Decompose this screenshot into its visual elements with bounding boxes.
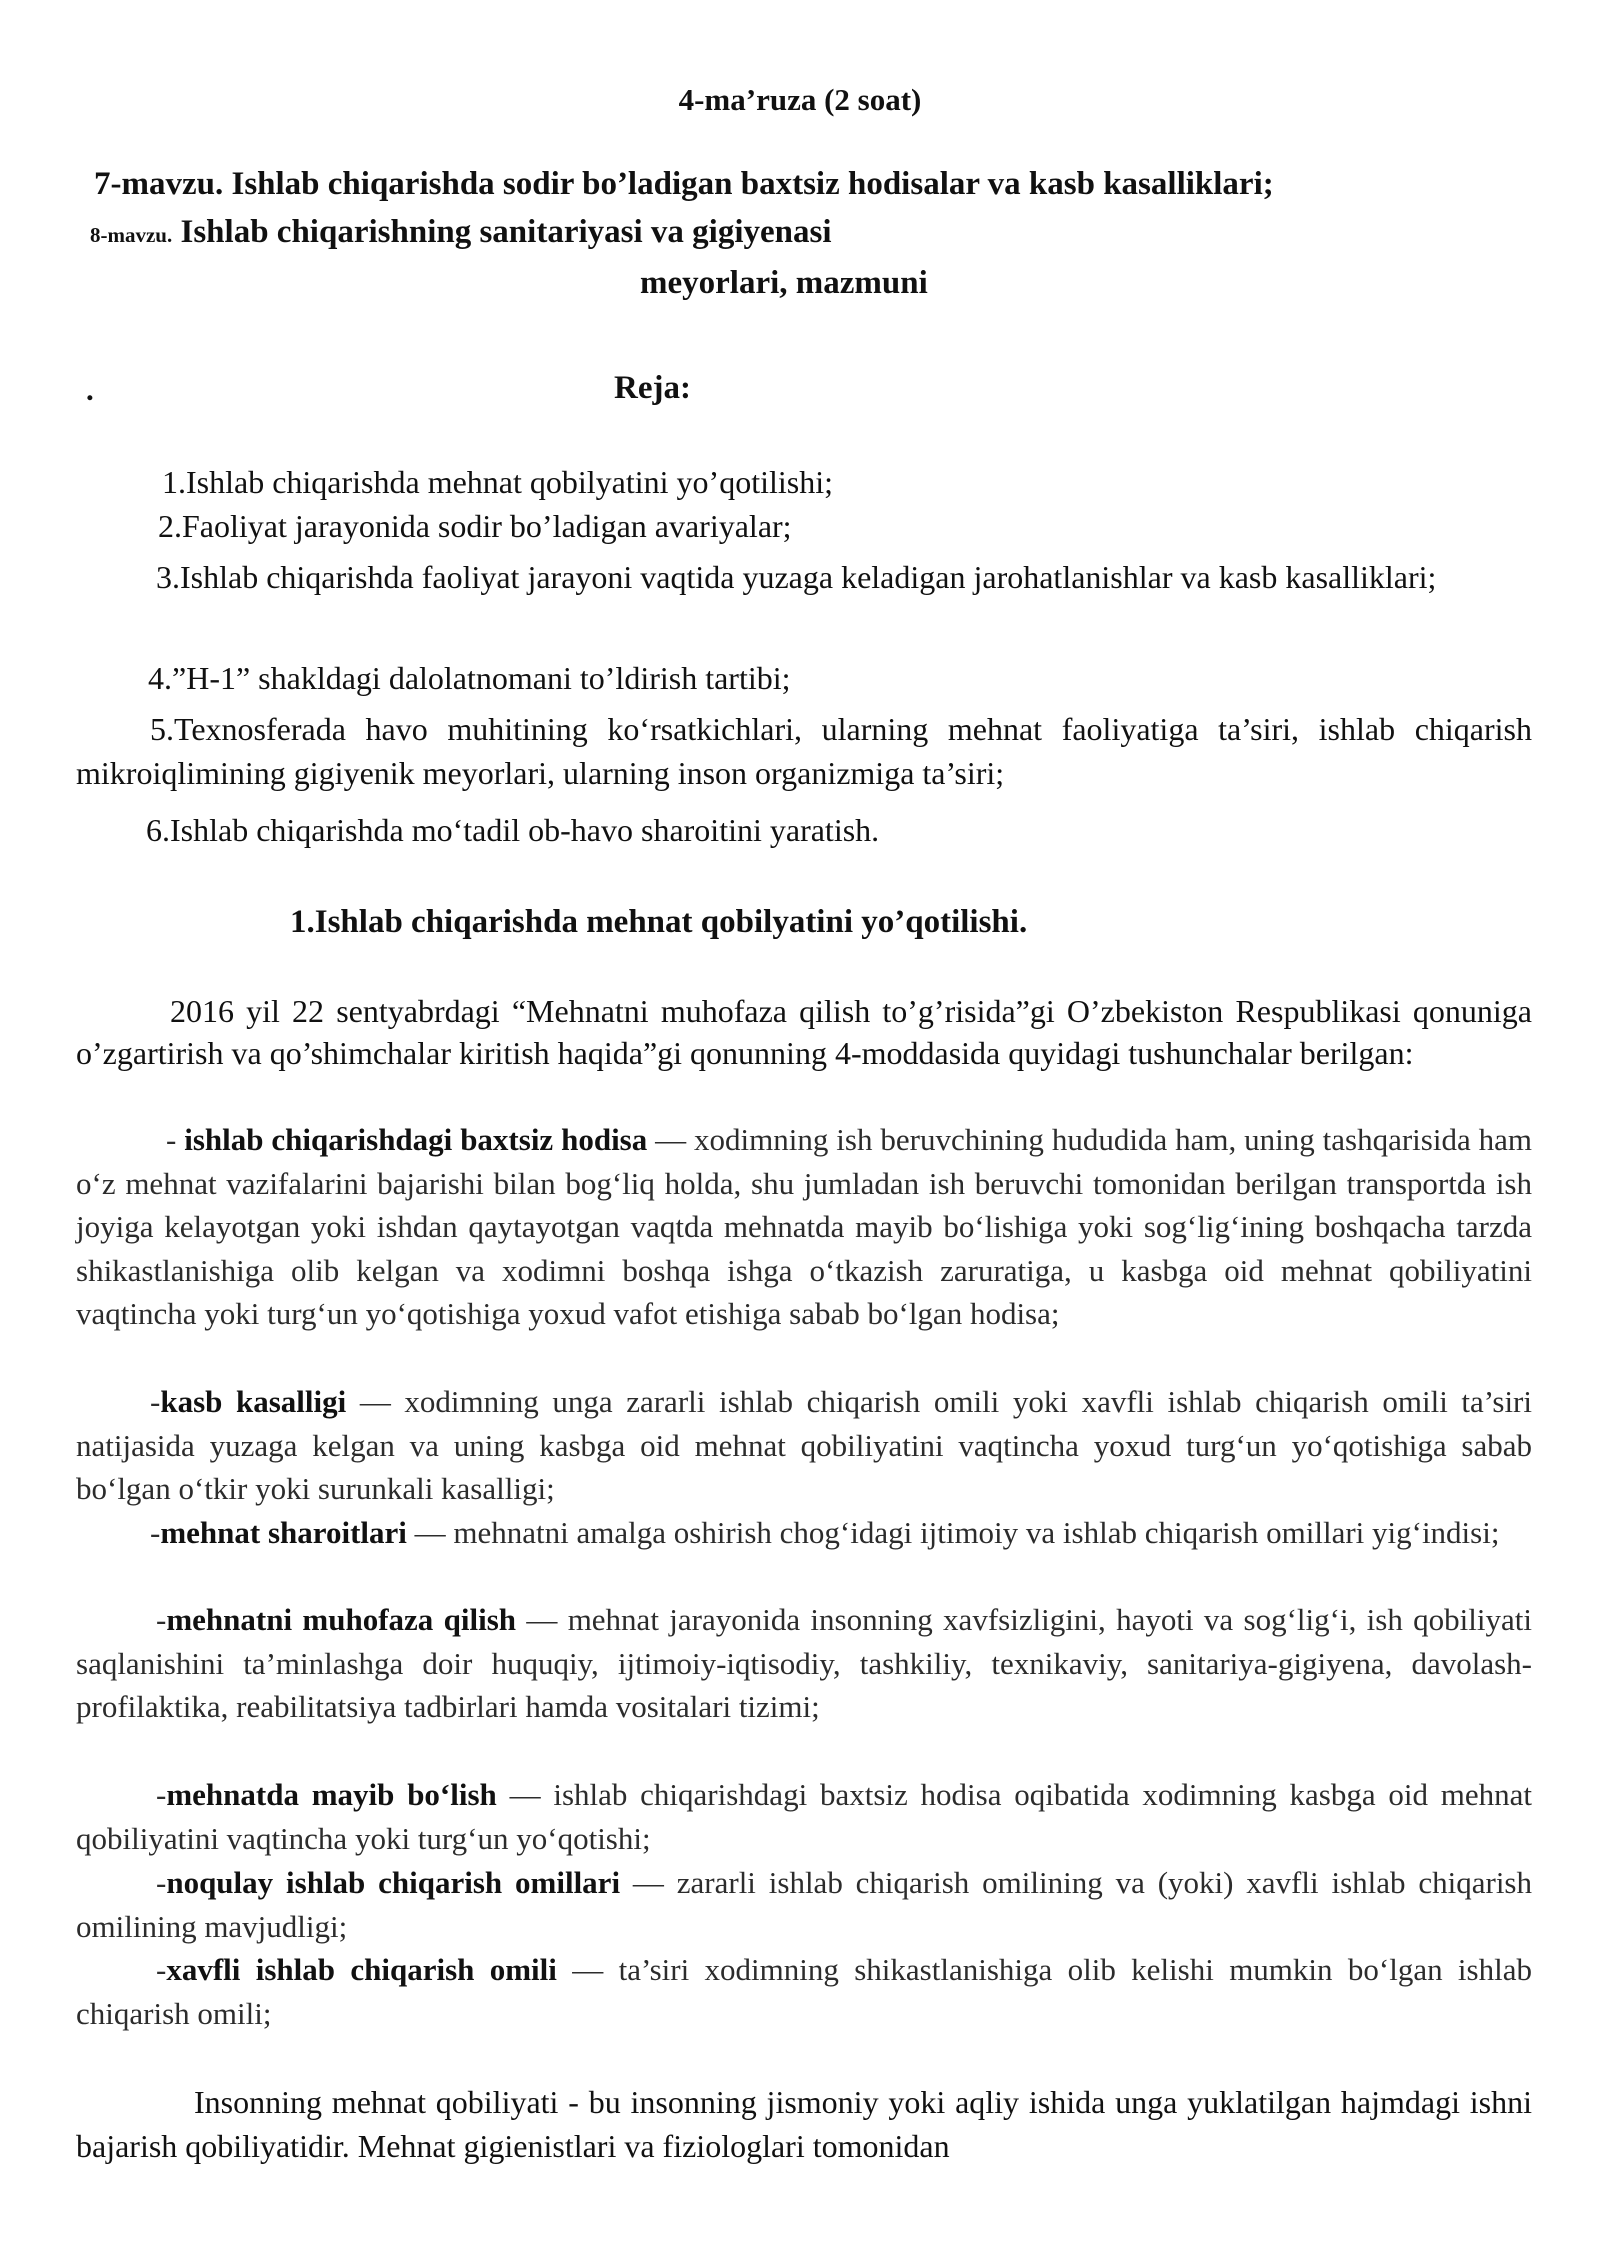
lecture-heading: 4-ma’ruza (2 soat) [678, 82, 922, 117]
definition-mayib-bolish [76, 1773, 1532, 1860]
plan-item-6: 6.Ishlab chiqarishda mo‘tadil ob-havo sharoitini yaratish. [146, 812, 880, 848]
plan-item-2: 2.Faoliyat jarayonida sodir bo’ladigan avariyalar; [158, 508, 792, 544]
definition-text: — xodimning unga zararli ishlab chiqarish omili yoki xavfli ishlab chiqarish omili ta’siri natijasida yuzaga kelgan va uning kasbga oid mehnat qobiliyatini vaqtincha yoxud turg‘un yo‘qotishiga sabab bo‘lgan o‘tkir yoki surunkali kasalligi; [76, 1384, 1532, 1507]
plan-heading: Reja: [614, 370, 691, 406]
definition-text: — mehnat jarayonida insonning xavfsizligini, hayoti va sog‘lig‘i, ish qobiliyati saqlanishini ta’minlashga doir huquqiy, ijtimoiy-iqtisodiy, tashkiliy, texnikaviy, sanitariya-gigiyena, davolash-profilaktika, reabilitatsiya tadbirlari hamda vositalari tizimi; [76, 1602, 1532, 1725]
definition-term: mehnatni muhofaza qilish [166, 1602, 517, 1637]
plan-item-5: 5.Texnosferada havo muhitining ko‘rsatkichlari, ularning mehnat faoliyatiga ta’siri, ishlab chiqarish mikroiqlimining gigiyenik meyorlari, ularning inson organizmiga ta’siri; [76, 711, 1532, 791]
plan-item-1: 1.Ishlab chiqarishda mehnat qobilyatini yo’qotilishi; [162, 464, 833, 500]
stray-dot: . [86, 372, 94, 407]
topic-8-title-continued: meyorlari, mazmuni [640, 265, 928, 301]
definition-text: — ishlab chiqarishdagi baxtsiz hodisa oqibatida xodimning kasbga oid mehnat qobiliyatini vaqtincha yoki turg‘un yo‘qotishi; [76, 1777, 1533, 1856]
definition-text: — zararli ishlab chiqarish omilining va (yoki) xavfli ishlab chiqarish omilining mavjudligi; [76, 1865, 1532, 1944]
topic-8-text: Ishlab chiqarishning sanitariyasi va gigiyenasi [172, 214, 832, 250]
definition-text: — mehnatni amalga oshirish chog‘idagi ijtimoiy va ishlab chiqarish omillari yig‘indisi; [406, 1515, 1500, 1550]
definition-term: kasb kasalligi [160, 1384, 347, 1419]
topic-8-label: 8-mavzu. [90, 223, 173, 247]
section-1-intro: 2016 yil 22 sentyabrdagi “Mehnatni muhofaza qilish to’g’risida”gi O’zbekiston Respublikasi qonuniga o’zgartirish va qo’shimchalar kiritish haqida”gi qonunning 4-moddasida quyidagi tushunchalar berilgan: [76, 993, 1532, 1071]
definition-xavfli-omil [76, 1948, 1532, 2035]
definition-kasb-kasalligi [76, 1380, 1532, 1511]
definition-text: — ta’siri xodimning shikastlanishiga olib kelishi mumkin bo‘lgan ishlab chiqarish omili; [76, 1952, 1532, 2031]
definition-dash: - [156, 1777, 167, 1812]
definition-term: ishlab chiqarishdagi baxtsiz hodisa [184, 1122, 648, 1157]
topic-8-title [90, 214, 832, 251]
topic-7-title: 7-mavzu. Ishlab chiqarishda sodir bo’ladigan baxtsiz hodisalar va kasb kasalliklari; [94, 166, 1274, 202]
definition-mehnat-sharoitlari [76, 1511, 1532, 1555]
plan-item-4: 4.”H-1” shakldagi dalolatnomani to’ldirish tartibi; [148, 660, 791, 696]
definition-baxtsiz-hodisa [76, 1118, 1532, 1336]
definition-dash: - [156, 1952, 167, 1987]
definition-term: mehnatda mayib bo‘lish [166, 1777, 497, 1812]
work-capacity-paragraph: Insonning mehnat qobiliyati - bu insonning jismoniy yoki aqliy ishida unga yuklatilgan hajmdagi ishni bajarish qobiliyatidir. Mehnat gigienistlari va fiziologlari tomonidan [76, 2084, 1532, 2164]
section-1-title: 1.Ishlab chiqarishda mehnat qobilyatini yo’qotilishi. [290, 904, 1028, 940]
definition-mehnatni-muhofaza [76, 1598, 1532, 1729]
definition-dash: - [150, 1515, 161, 1550]
definition-dash: - [156, 1602, 167, 1637]
definition-dash: - [166, 1122, 185, 1157]
definition-term: xavfli ishlab chiqarish omili [166, 1952, 557, 1987]
definition-text: — xodimning ish beruvchining hududida ham, uning tashqarisida ham o‘z mehnat vazifalarini bajarishi bilan bog‘liq holda, shu jumladan ish beruvchi tomonidan berilgan transportda ish joyiga kelayotgan yoki ishdan qaytayotgan vaqtda mehnatda mayib bo‘lishiga yoki sog‘lig‘ining boshqacha tarzda shikastlanishiga olib kelgan va xodimni boshqa ishga o‘tkazish zaruratiga, u kasbga oid mehnat qobiliyatini vaqtincha yoki turg‘un yo‘qotishiga yoxud vafot etishiga sabab bo‘lgan hodisa; [76, 1122, 1532, 1332]
definition-dash: - [156, 1865, 167, 1900]
plan-item-3: 3.Ishlab chiqarishda faoliyat jarayoni vaqtida yuzaga keladigan jarohatlanishlar va kasb kasalliklari; [156, 559, 1437, 595]
definition-noqulay-omillar [76, 1861, 1532, 1948]
definition-dash: - [150, 1384, 161, 1419]
definition-term: mehnat sharoitlari [160, 1515, 407, 1550]
definition-term: noqulay ishlab chiqarish omillari [166, 1865, 621, 1900]
